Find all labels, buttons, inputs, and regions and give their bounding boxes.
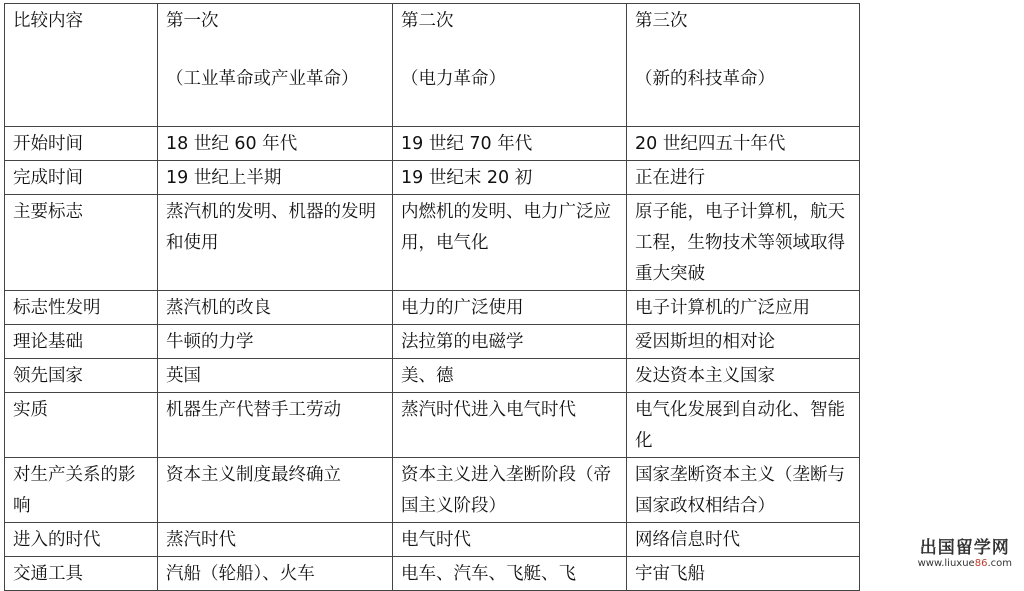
header-cell-compare: [5, 4, 158, 127]
watermark-url-prefix: www.liuxue: [917, 558, 975, 569]
header-cell-second: [393, 4, 627, 127]
third-revolution-cell: 电子计算机的广泛应用: [627, 291, 860, 325]
row-label-cell: 开始时间: [5, 127, 158, 161]
third-revolution-cell: 20 世纪四五十年代: [627, 127, 860, 161]
site-watermark: [918, 538, 1012, 570]
table-row: [5, 325, 860, 359]
first-revolution-cell: 英国: [158, 359, 393, 393]
third-revolution-cell: 发达资本主义国家: [627, 359, 860, 393]
first-revolution-cell: 牛顿的力学: [158, 325, 393, 359]
row-label-cell: 完成时间: [5, 161, 158, 195]
first-revolution-cell: 机器生产代替手工劳动: [158, 393, 393, 458]
third-revolution-cell: 原子能，电子计算机，航天工程，生物技术等领域取得重大突破: [627, 195, 860, 291]
table-row: [5, 291, 860, 325]
table-row: [5, 393, 860, 458]
header-third-title: 第三次: [635, 11, 688, 31]
second-revolution-cell: 蒸汽时代进入电气时代: [393, 393, 627, 458]
header-first-subtitle: （工业革命或产业革命）: [166, 69, 359, 89]
second-revolution-cell: 电力的广泛使用: [393, 291, 627, 325]
watermark-url: [918, 558, 1012, 570]
first-revolution-cell: 19 世纪上半期: [158, 161, 393, 195]
row-label-cell: 实质: [5, 393, 158, 458]
first-revolution-cell: 资本主义制度最终确立: [158, 458, 393, 523]
table-header-row: [5, 4, 860, 127]
second-revolution-cell: 电车、汽车、飞艇、飞: [393, 557, 627, 591]
third-revolution-cell: 国家垄断资本主义（垄断与国家政权相结合）: [627, 458, 860, 523]
row-label-cell: 进入的时代: [5, 523, 158, 557]
row-label-cell: 对生产关系的影响: [5, 458, 158, 523]
third-revolution-cell: 爱因斯坦的相对论: [627, 325, 860, 359]
first-revolution-cell: 汽船（轮船）、火车: [158, 557, 393, 591]
row-label-cell: 理论基础: [5, 325, 158, 359]
header-cell-third: [627, 4, 860, 127]
table-row: [5, 523, 860, 557]
row-label-cell: 主要标志: [5, 195, 158, 291]
third-revolution-cell: 网络信息时代: [627, 523, 860, 557]
third-revolution-cell: 宇宙飞船: [627, 557, 860, 591]
second-revolution-cell: 19 世纪 70 年代: [393, 127, 627, 161]
header-second-title: 第二次: [401, 11, 454, 31]
comparison-table: [4, 3, 860, 591]
first-revolution-cell: 蒸汽时代: [158, 523, 393, 557]
header-cell-first: [158, 4, 393, 127]
row-label-cell: 交通工具: [5, 557, 158, 591]
second-revolution-cell: 美、德: [393, 359, 627, 393]
row-label-cell: 领先国家: [5, 359, 158, 393]
table-row: [5, 458, 860, 523]
second-revolution-cell: 电气时代: [393, 523, 627, 557]
header-first-title: 第一次: [166, 11, 219, 31]
header-second-subtitle: （电力革命）: [401, 69, 506, 89]
table-row: [5, 127, 860, 161]
row-label-cell: 标志性发明: [5, 291, 158, 325]
first-revolution-cell: 蒸汽机的改良: [158, 291, 393, 325]
second-revolution-cell: 资本主义进入垄断阶段（帝国主义阶段）: [393, 458, 627, 523]
table-row: [5, 195, 860, 291]
watermark-url-suffix: .com: [987, 558, 1012, 569]
watermark-title: 出国留学网: [919, 538, 1010, 558]
second-revolution-cell: 19 世纪末 20 初: [393, 161, 627, 195]
third-revolution-cell: 电气化发展到自动化、智能化: [627, 393, 860, 458]
table-row: [5, 161, 860, 195]
header-third-subtitle: （新的科技革命）: [635, 69, 775, 89]
header-compare-label: 比较内容: [13, 11, 83, 31]
table-row: [5, 359, 860, 393]
first-revolution-cell: 蒸汽机的发明、机器的发明和使用: [158, 195, 393, 291]
table-row: [5, 557, 860, 591]
second-revolution-cell: 法拉第的电磁学: [393, 325, 627, 359]
watermark-url-number: 86: [974, 558, 988, 569]
third-revolution-cell: 正在进行: [627, 161, 860, 195]
second-revolution-cell: 内燃机的发明、电力广泛应用，电气化: [393, 195, 627, 291]
first-revolution-cell: 18 世纪 60 年代: [158, 127, 393, 161]
